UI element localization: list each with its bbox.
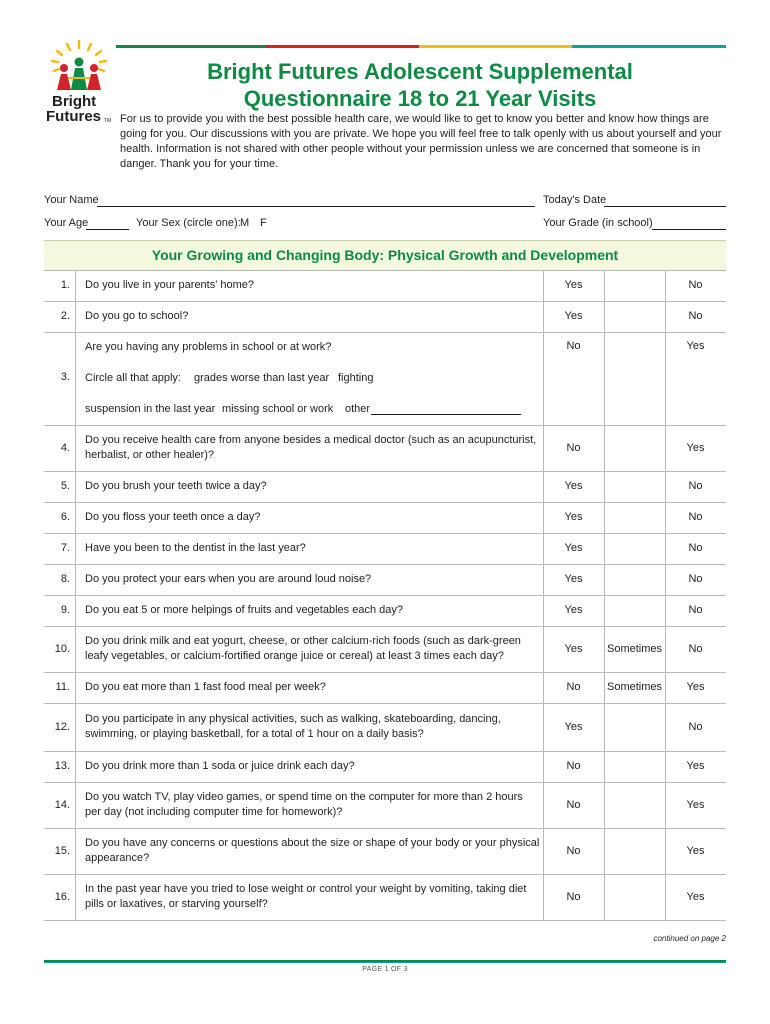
row-divider (44, 533, 726, 534)
row-divider (44, 672, 726, 673)
column-divider (604, 782, 605, 828)
question-text: Do you watch TV, play video games, or spend time on the computer for more than 2 hours per day (not including computer time for homework)? (85, 791, 523, 818)
answer-option[interactable]: No (688, 279, 703, 291)
column-divider (75, 782, 76, 828)
section-header: Your Growing and Changing Body: Physical Growth and Development (44, 240, 726, 271)
age-field[interactable] (86, 229, 129, 230)
column-divider (75, 270, 76, 301)
page-number: PAGE 1 OF 3 (362, 966, 408, 973)
logo-tm: TM (104, 118, 112, 124)
column-divider (604, 751, 605, 782)
column-divider (75, 471, 76, 502)
column-divider (604, 425, 605, 471)
logo-text-bright: Bright (52, 93, 97, 110)
answer-option[interactable]: Yes (564, 604, 583, 616)
question-text: Do you eat 5 or more helpings of fruits and vegetables each day? (85, 604, 403, 616)
top-bar-green (116, 45, 266, 48)
column-divider (75, 301, 76, 332)
answer-option[interactable]: Yes (564, 721, 583, 733)
sex-option-m[interactable]: M (240, 217, 250, 229)
question-number: 2. (60, 310, 70, 322)
circle-option[interactable]: suspension in the last year (85, 403, 216, 415)
row-divider (44, 920, 726, 921)
column-divider (75, 332, 76, 425)
top-bar-red (266, 45, 419, 48)
row-divider (44, 332, 726, 333)
answer-option[interactable]: Yes (686, 799, 705, 811)
answer-option[interactable]: Sometimes (606, 681, 663, 693)
sex-label: Your Sex (circle one): (136, 217, 241, 229)
answer-option[interactable]: Yes (686, 340, 705, 352)
age-label: Your Age (44, 217, 89, 229)
question-number: 8. (60, 573, 70, 585)
question-text: Do you protect your ears when you are around loud noise? (85, 573, 372, 585)
question-text: Have you been to the dentist in the last year? (85, 542, 306, 554)
question-number: 3. (60, 371, 70, 383)
column-divider (75, 703, 76, 751)
question-text: In the past year have you tried to lose weight or control your weight by vomiting, taking diet pills or laxatives, or starving yourself? (85, 883, 527, 910)
question-number: 13. (54, 760, 70, 772)
question-text: Do you have any concerns or questions about the size or shape of your body or your physical appearance? (85, 837, 540, 864)
answer-option[interactable]: Yes (686, 681, 705, 693)
column-divider (604, 595, 605, 626)
question-text: Do you brush your teeth twice a day? (85, 480, 267, 492)
logo-text-futures: Futures (46, 108, 102, 125)
question-text: Are you having any problems in school or at work? (85, 341, 332, 353)
grade-label: Your Grade (in school) (543, 217, 653, 229)
answer-option[interactable]: Yes (564, 573, 583, 585)
row-divider (44, 425, 726, 426)
question-number: 5. (60, 480, 70, 492)
column-divider (75, 672, 76, 703)
grade-field[interactable] (652, 229, 726, 230)
question-text: Do you go to school? (85, 310, 189, 322)
answer-option[interactable]: No (688, 480, 703, 492)
column-divider (604, 270, 605, 301)
answer-option[interactable]: Yes (686, 442, 705, 454)
row-divider (44, 703, 726, 704)
page-title (150, 58, 690, 112)
title-line-2: Questionnaire 18 to 21 Year Visits (243, 86, 597, 111)
answer-option[interactable]: No (566, 799, 581, 811)
row-divider (44, 595, 726, 596)
question-text: Do you eat more than 1 fast food meal per week? (85, 681, 326, 693)
row-divider (44, 270, 726, 271)
answer-option[interactable]: No (688, 310, 703, 322)
question-number: 15. (54, 845, 70, 857)
row-divider (44, 564, 726, 565)
column-divider (604, 332, 605, 425)
question-number: 10. (54, 643, 70, 655)
title-line-1: Bright Futures Adolescent Supplemental (207, 59, 633, 84)
answer-option[interactable]: No (688, 643, 703, 655)
column-divider (75, 626, 76, 672)
answer-option[interactable]: Yes (686, 760, 705, 772)
circle-all-label: Circle all that apply: (85, 372, 181, 384)
question-number: 6. (60, 511, 70, 523)
answer-option[interactable]: Yes (564, 511, 583, 523)
column-divider (75, 564, 76, 595)
column-divider (75, 502, 76, 533)
row-divider (44, 751, 726, 752)
top-bar-teal (572, 45, 726, 48)
column-divider (604, 502, 605, 533)
answer-option[interactable]: Sometimes (606, 643, 663, 655)
question-number: 12. (54, 721, 70, 733)
column-divider (75, 533, 76, 564)
answer-option[interactable]: No (688, 511, 703, 523)
answer-option[interactable]: Yes (564, 480, 583, 492)
bright-futures-logo (40, 38, 118, 128)
column-divider (604, 703, 605, 751)
row-divider (44, 626, 726, 627)
circle-option[interactable]: missing school or work (222, 403, 334, 415)
answer-option[interactable]: Yes (686, 845, 705, 857)
name-label: Your Name (44, 194, 99, 206)
column-divider (604, 874, 605, 920)
circle-option[interactable]: other (345, 403, 371, 415)
question-text: Do you live in your parents' home? (85, 279, 255, 291)
row-divider (44, 301, 726, 302)
row-divider (44, 828, 726, 829)
top-bar-yellow (419, 45, 572, 48)
column-divider (604, 301, 605, 332)
question-text: Do you receive health care from anyone besides a medical doctor (such as an acupuncturist, herbalist, or other healer)? (85, 434, 537, 461)
other-field[interactable] (371, 414, 521, 415)
question-number: 9. (60, 604, 70, 616)
question-text: Do you drink milk and eat yogurt, cheese, or other calcium-rich foods (such as dark-green leafy vegetables, or calcium-fortified orange juice or cereal) at least 3 times each day? (85, 635, 521, 662)
column-divider (604, 828, 605, 874)
answer-option[interactable]: No (688, 573, 703, 585)
name-field[interactable] (97, 206, 535, 207)
answer-option[interactable]: No (566, 340, 581, 352)
column-divider (75, 425, 76, 471)
question-number: 11. (55, 681, 70, 693)
column-divider (604, 471, 605, 502)
answer-option[interactable]: Yes (686, 891, 705, 903)
answer-option[interactable]: Yes (564, 643, 583, 655)
answer-option[interactable]: Yes (564, 310, 583, 322)
question-text: Do you drink more than 1 soda or juice drink each day? (85, 760, 355, 772)
sex-option-f[interactable]: F (260, 217, 267, 229)
column-divider (75, 828, 76, 874)
answer-option[interactable]: Yes (564, 542, 583, 554)
family-figures-icon (40, 38, 118, 98)
circle-option[interactable]: grades worse than last year (194, 372, 330, 384)
circle-option[interactable]: fighting (338, 372, 374, 384)
column-divider (604, 533, 605, 564)
row-divider (44, 502, 726, 503)
intro-text: For us to provide you with the best possible health care, we would like to get to know you better and know how things are going for you. Our discussions with you are private. We hope you will feel free to talk openly with us about yourself and your health. Information is not shared with other people without your permission unless we are concerned that someone is in danger. Thank you for your time. (120, 113, 722, 170)
question-number: 4. (60, 442, 70, 454)
answer-option[interactable]: No (688, 542, 703, 554)
column-divider (75, 751, 76, 782)
row-divider (44, 471, 726, 472)
question-text: Do you floss your teeth once a day? (85, 511, 261, 523)
answer-option[interactable]: No (566, 681, 581, 693)
answer-option[interactable]: No (566, 760, 581, 772)
answer-option[interactable]: No (566, 845, 581, 857)
answer-option[interactable]: No (688, 604, 703, 616)
question-number: 1. (60, 279, 70, 291)
continued-note: continued on page 2 (653, 934, 726, 943)
column-divider (604, 564, 605, 595)
footer-rule-teal (44, 962, 726, 963)
date-label: Today's Date (543, 194, 607, 206)
column-divider (75, 874, 76, 920)
row-divider (44, 782, 726, 783)
row-divider (44, 874, 726, 875)
answer-option[interactable]: Yes (564, 279, 583, 291)
question-text: Do you participate in any physical activities, such as walking, skateboarding, dancing, swimming, or playing basketball, for a total of 1 hour on a daily basis? (85, 713, 501, 740)
question-number: 7. (60, 542, 70, 554)
answer-option[interactable]: No (566, 891, 581, 903)
column-divider (75, 595, 76, 626)
answer-option[interactable]: No (566, 442, 581, 454)
question-number: 16. (54, 891, 70, 903)
answer-option[interactable]: No (688, 721, 703, 733)
question-number: 14. (54, 799, 70, 811)
date-field[interactable] (604, 206, 726, 207)
